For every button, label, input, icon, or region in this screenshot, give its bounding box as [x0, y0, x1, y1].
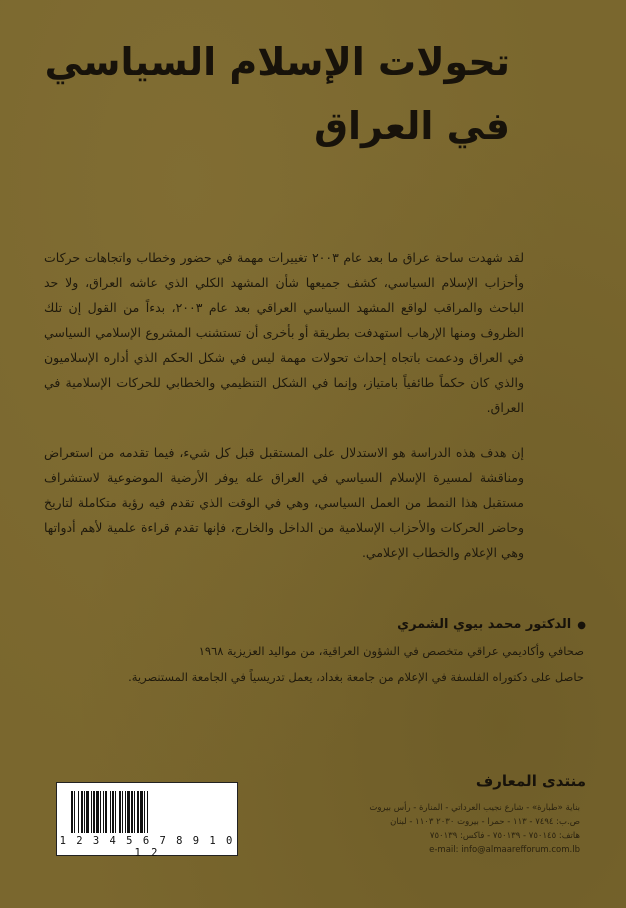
title-line-1: تحولات الإسلام السياسي [44, 40, 510, 84]
publisher-phone: هاتف: ٧٥٠١٤٥ - ٧٥٠١٣٩ - فاكس: ٧٥٠١٣٩ [429, 831, 580, 841]
barcode-number: 1 2 3 4 5 6 7 8 9 1 0 1 2 [59, 835, 235, 859]
publisher-email: e-mail: info@almaarefforum.com.lb [429, 845, 580, 855]
publisher-po-box: ص.ب: ٧٤٩٤ - ١١٣ - حمرا - بيروت ٢٠٣٠ ١١٠٣ - لبنان [390, 817, 580, 827]
author-name: الدكتور محمد بيوي الشمري [397, 617, 572, 632]
author-bio-line-1: صحافي وأكاديمي عراقي متخصص في الشؤون العراقية، من مواليد العزيزية ١٩٦٨ [198, 644, 584, 658]
author-bio-line-2: حاصل على دكتوراه الفلسفة في الإعلام من جامعة بغداد، يعمل تدريسياً في الجامعة المستنصرية. [128, 670, 584, 684]
publisher-name: منتدى المعارف [475, 772, 586, 790]
author-line [397, 617, 586, 632]
bullet-icon: ● [577, 620, 586, 631]
barcode-bars-icon [69, 791, 225, 833]
title-line-2: في العراق [314, 104, 510, 148]
description-paragraph-2: إن هدف هذه الدراسة هو الاستدلال على المستقبل قبل كل شيء، فيما تقدمه من استعراض ومناقشة لمسيرة الإسلام السياسي في العراق عله يوفر الأرضية الموضوعية لاستشراف مستقبل هذا النمط من العمل السياسي، وهي في الوقت الذي تقدم فيه رؤية متكاملة لتاريخ وحاضر الحركات والأحزاب الإسلامية من الداخل والخارج، فإنها تقدم قراءة علمية لأهم أدواتها وهي الإعلام والخطاب الإعلامي. [44, 445, 524, 560]
description-paragraph-1: لقد شهدت ساحة عراق ما بعد عام ٢٠٠٣ تغييرات مهمة في حضور وخطاب واتجاهات حركات وأحزاب الإسلام السياسي، كشف جميعها شأن المشهد الكلي الذي عاشه العراق، ولا حد الباحث والمراقب لواقع المشهد السياسي العراقي بعد عام ٢٠٠٣، بدءاً من القول إن تلك الظروف ومنها الإرهاب استهدفت بطريقة أو بأخرى أن تستشنب المشروع الإسلامي السياسي في العراق ودعمت باتجاه إحداث تحولات مهمة ليس في شكل الحكم الذي أداره الإسلاميون والذي كان حكماً طائفياً بامتياز، وإنما في الشكل التنظيمي والخطابي للحركات الإسلامية في العراق. [44, 250, 524, 415]
publisher-address: بناية «طبارة» - شارع نجيب العرداتي - المنارة - رأس بيروت [369, 803, 580, 813]
barcode [56, 782, 238, 859]
